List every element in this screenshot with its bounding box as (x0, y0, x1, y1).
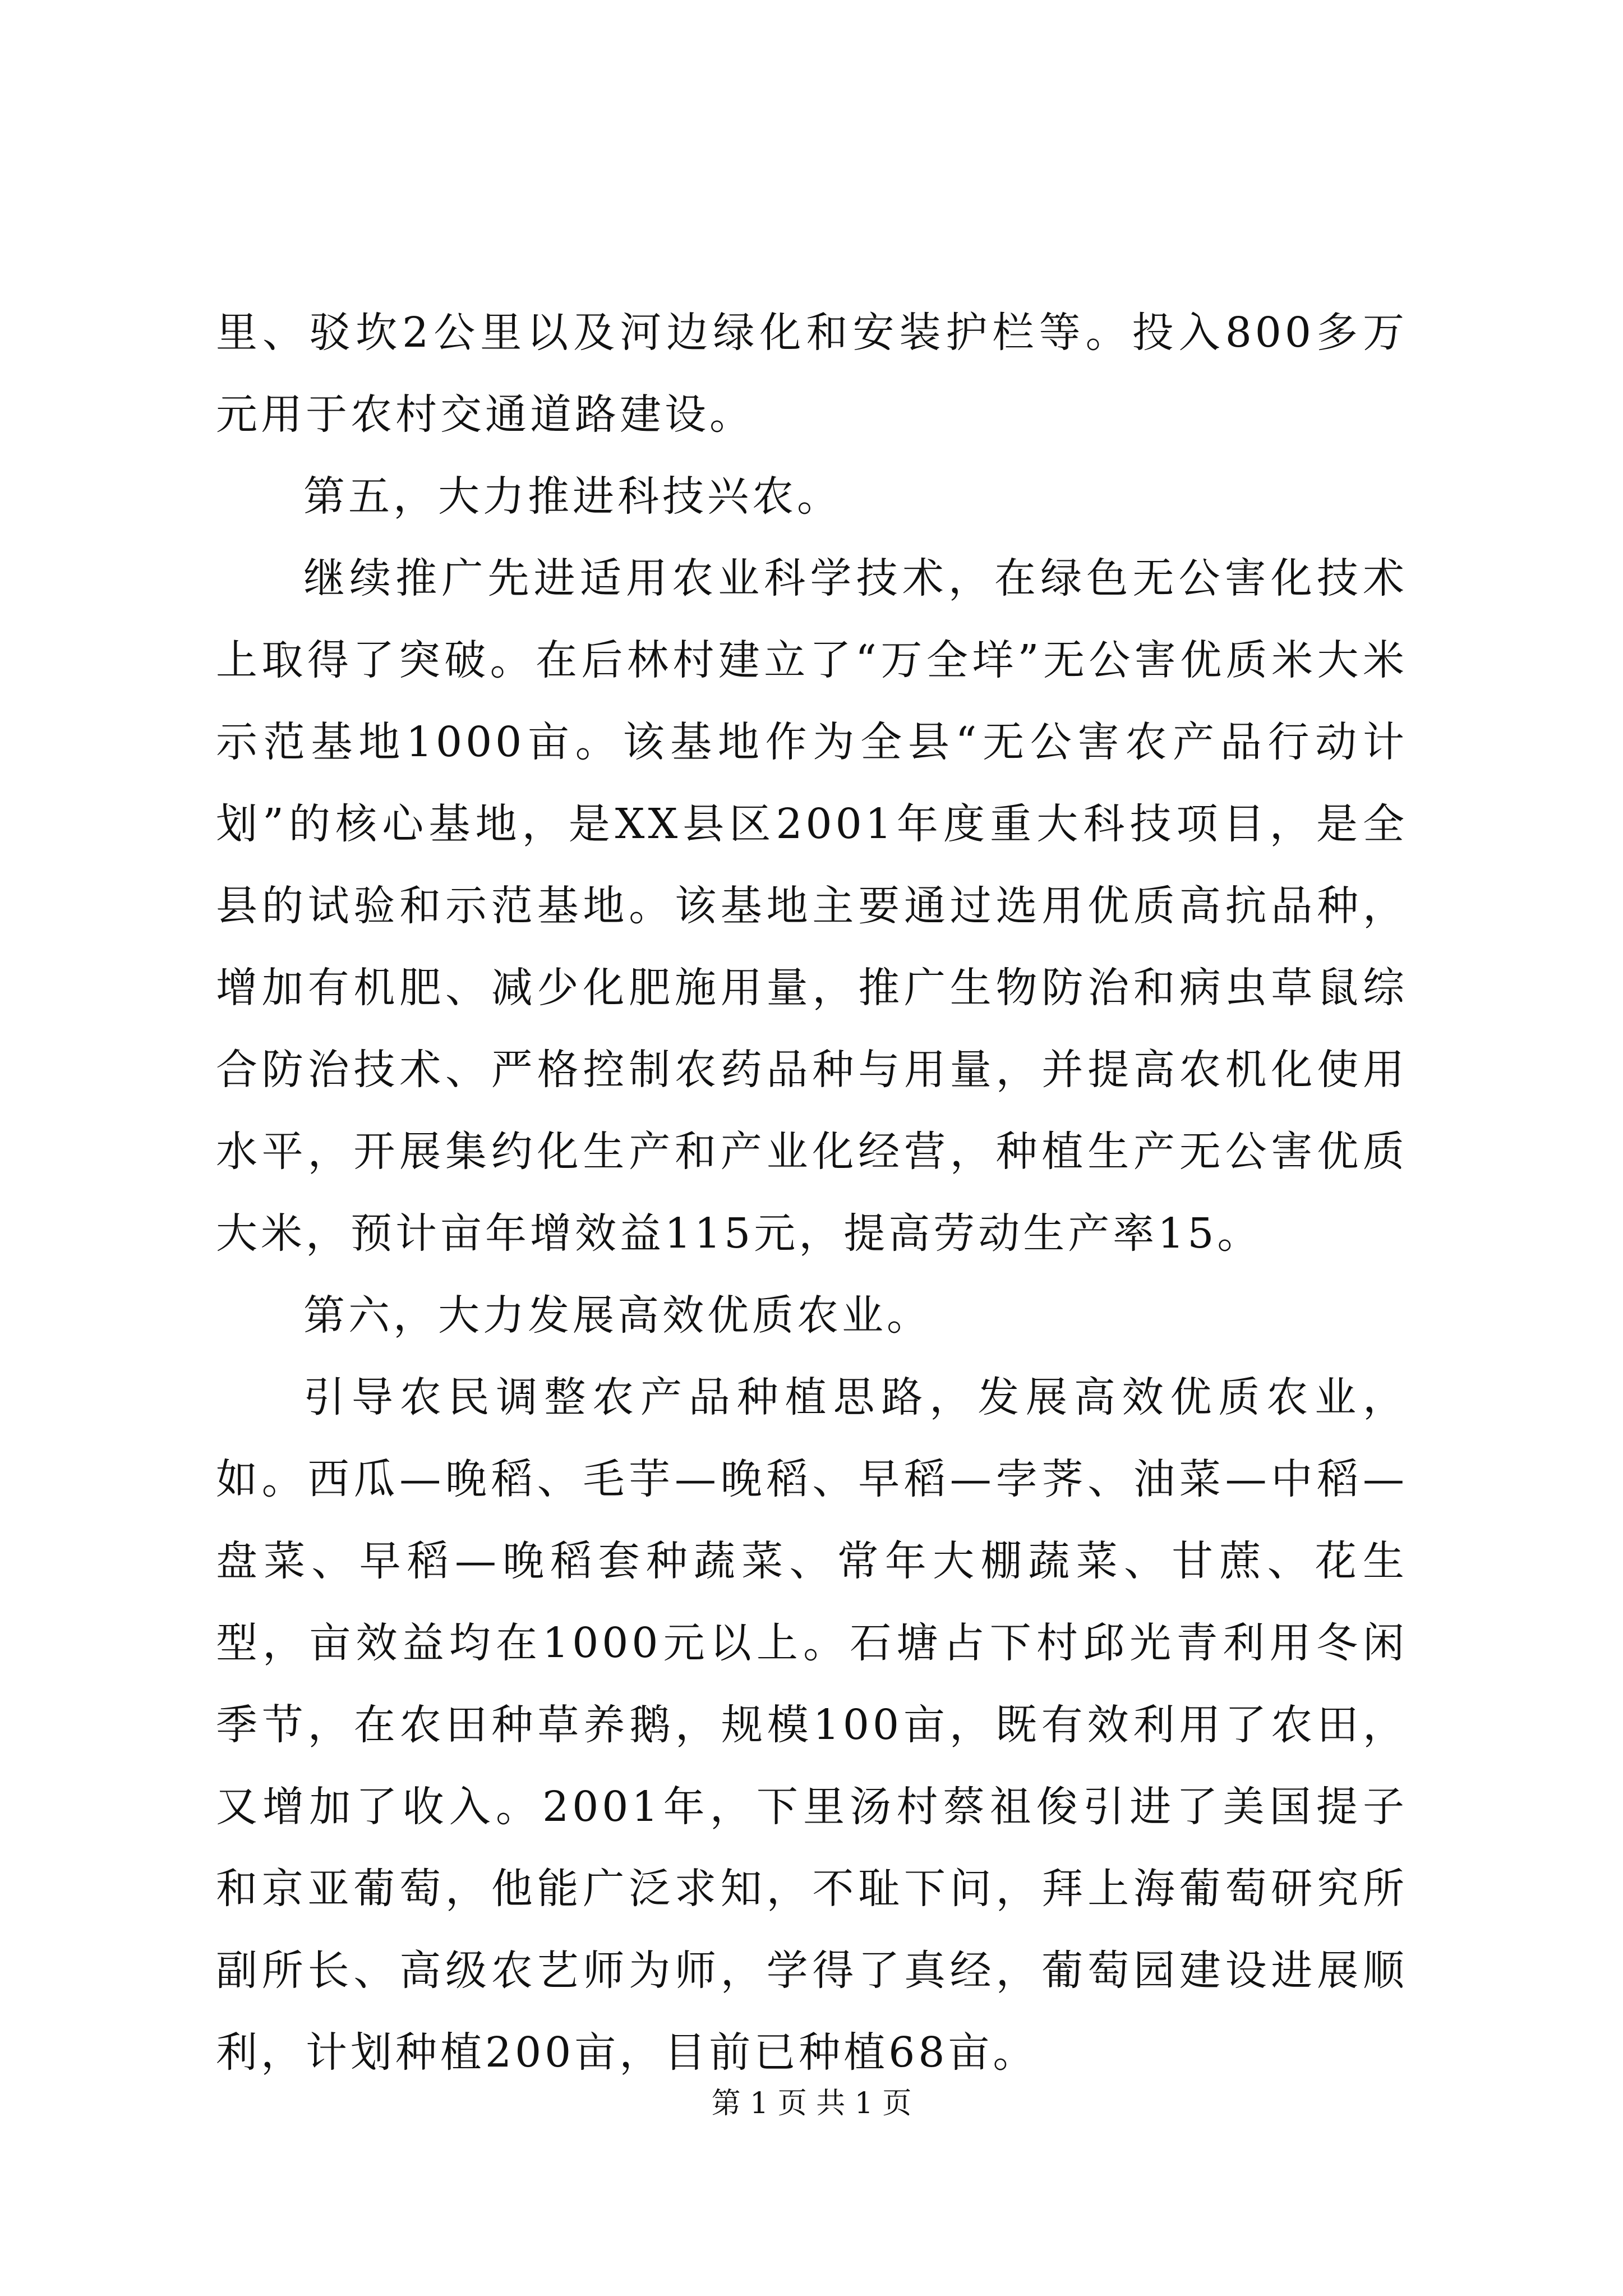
heading-fifth-point: 第五，大力推进科技兴农。 (303, 472, 842, 521)
page-footer: 第 1 页 共 1 页 (711, 2087, 912, 2120)
paragraph-tech-agriculture: 继续推广先进适用农业科学技术，在绿色无公害化技术上取得了突破。在后林村建立了“万全垟”无公害优质米大米示范基地1000亩。该基地作为全县“无公害农产品行动计划”的核心基地，是XX县区2001年度重大科技项目，是全县的试验和示范基地。该基地主要通过选用优质高抗品种，增加有机肥、减少化肥施用量，推广生物防治和病虫草鼠综合防治技术、严格控制农药品种与用量，并提高农机化使用水平，开展集约化生产和产业化经营，种植生产无公害优质大米，预计亩年增效益115元，提高劳动生产率15。 (216, 554, 1408, 1258)
paragraph-efficient-agriculture: 引导农民调整农产品种植思路，发展高效优质农业，如。西瓜—晚稻、毛芋—晚稻、早稻—孛荠、油菜—中稻—盘菜、早稻—晚稻套种蔬菜、常年大棚蔬菜、甘蔗、花生型，亩效益均在1000元以上。石塘占下村邱光青利用冬闲季节，在农田种草养鹅，规模100亩，既有效利用了农田，又增加了收入。2001年，下里汤村蔡祖俊引进了美国提子和京亚葡萄，他能广泛求知，不耻下问，拜上海葡萄研究所副所长、高级农艺师为师，学得了真经，葡萄园建设进展顺利，计划种植200亩，目前已种植68亩。 (216, 1373, 1408, 2077)
heading-sixth-point: 第六，大力发展高效优质农业。 (303, 1291, 932, 1340)
document-body (216, 292, 1408, 2093)
paragraph-continuation: 里、驳坎2公里以及河边绿化和安装护栏等。投入800多万元用于农村交通道路建设。 (216, 309, 1408, 439)
